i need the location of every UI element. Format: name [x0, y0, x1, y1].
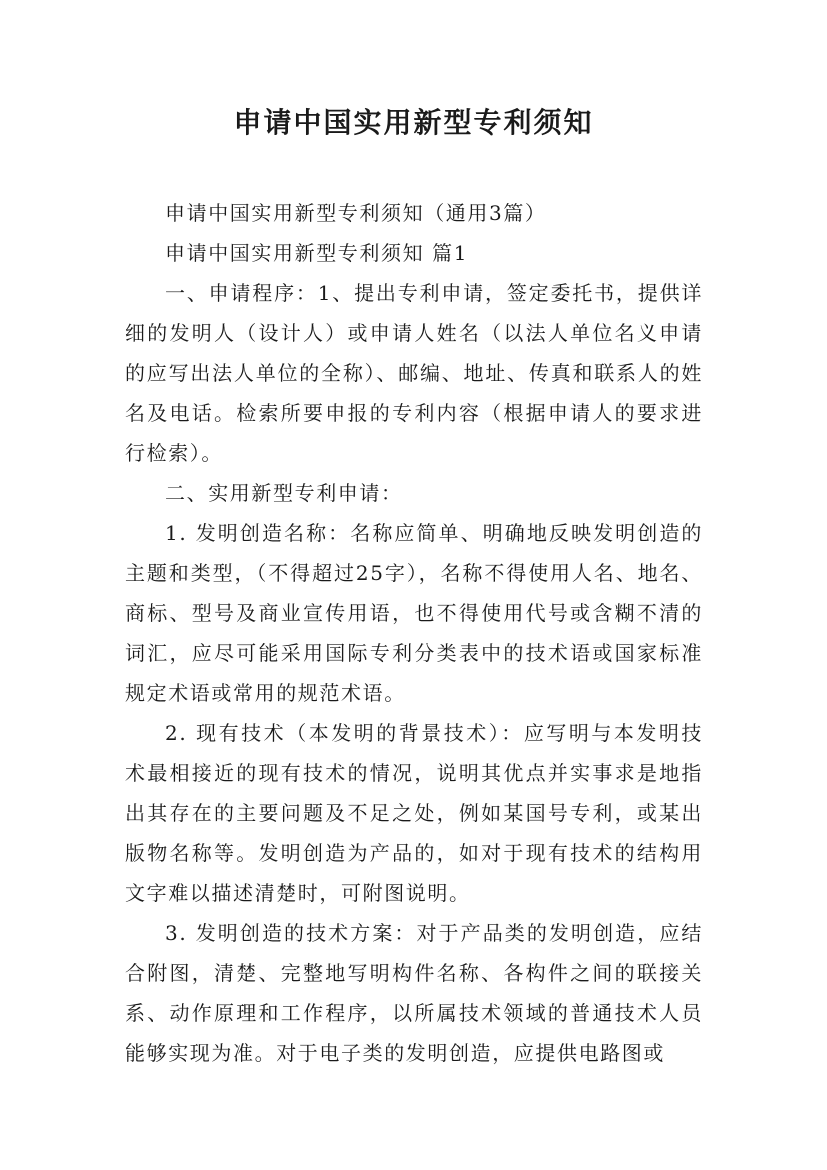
- subtitle-paragraph: 申请中国实用新型专利须知（通用3篇）: [165, 201, 547, 225]
- prior-art-paragraph: 2. 现有技术（本发明的背景技术）：应写明与本发明技术最相接近的现有技术的情况，说明其优点并实事求是地指出其存在的主要问题及不足之处，例如某国号专利，或某出版物名称等。发明创造为产品的，如对于现有技术的结构用文字难以描述清楚时，可附图说明。: [125, 721, 703, 905]
- utility-model-heading-paragraph: 二、实用新型专利申请：: [165, 481, 403, 505]
- application-procedure-paragraph: 一、申请程序：1、提出专利申请，签定委托书，提供详细的发明人（设计人）或申请人姓名（以法人单位名义申请的应写出法人单位的全称）、邮编、地址、传真和联系人的姓名及电话。检索所要申报的专利内容（根据申请人的要求进行检索）。: [125, 281, 703, 465]
- technical-solution-paragraph: 3. 发明创造的技术方案：对于产品类的发明创造，应结合附图，清楚、完整地写明构件名称、各构件之间的联接关系、动作原理和工作程序，以所属技术领域的普通技术人员能够实现为准。对于电子类的发明创造，应提供电路图或: [125, 921, 703, 1065]
- section-heading-paragraph: 申请中国实用新型专利须知 篇1: [165, 241, 469, 265]
- invention-name-paragraph: 1. 发明创造名称：名称应简单、明确地反映发明创造的主题和类型，（不得超过25字），名称不得使用人名、地名、商标、型号及商业宣传用语，也不得使用代号或含糊不清的词汇，应尽可能采用国际专利分类表中的技术语或国家标准规定术语或常用的规范术语。: [125, 521, 703, 705]
- document-title: 申请中国实用新型专利须知: [233, 106, 594, 139]
- document-body: [125, 193, 703, 1073]
